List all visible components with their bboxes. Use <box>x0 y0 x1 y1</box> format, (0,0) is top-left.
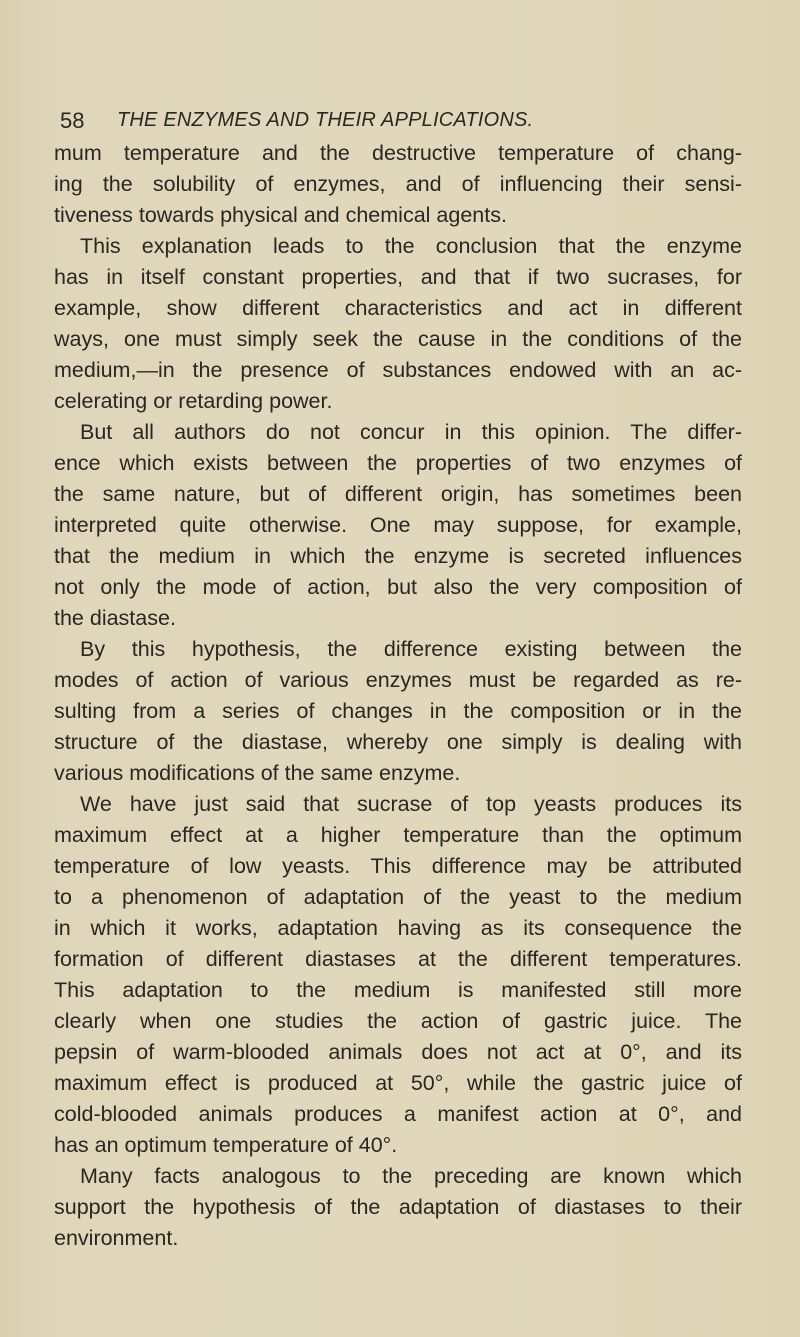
text-line: clearly when one studies the action of gastric juice. The <box>54 1009 742 1033</box>
text-line: ways, one must simply seek the cause in the conditions of the <box>54 327 742 351</box>
text-line: But all authors do not concur in this opinion. The differ- <box>80 420 742 444</box>
text-line: mum temperature and the destructive temperature of chang- <box>54 141 742 165</box>
text-line: By this hypothesis, the difference existing between the <box>80 637 742 661</box>
text-line: This explanation leads to the conclusion that the enzyme <box>80 234 742 258</box>
text-line: formation of different diastases at the different temperatures. <box>54 947 742 971</box>
text-line: pepsin of warm-blooded animals does not act at 0°, and its <box>54 1040 742 1064</box>
text-line: Many facts analogous to the preceding are known which <box>80 1164 742 1188</box>
text-line: support the hypothesis of the adaptation of diastases to their <box>54 1195 742 1219</box>
page-header <box>0 108 800 138</box>
text-line: has an optimum temperature of 40°. <box>54 1133 398 1157</box>
text-line: medium,—in the presence of substances endowed with an ac- <box>54 358 742 382</box>
text-line: modes of action of various enzymes must be regarded as re- <box>54 668 742 692</box>
text-line: the same nature, but of different origin, has sometimes been <box>54 482 742 506</box>
text-line: maximum effect is produced at 50°, while the gastric juice of <box>54 1071 742 1095</box>
text-line: ing the solubility of enzymes, and of influencing their sensi- <box>54 172 742 196</box>
text-line: environment. <box>54 1226 179 1250</box>
body-text <box>54 138 742 1254</box>
text-line: the diastase. <box>54 606 176 630</box>
text-line: We have just said that sucrase of top yeasts produces its <box>80 792 742 816</box>
text-line: This adaptation to the medium is manifested still more <box>54 978 742 1002</box>
text-line: to a phenomenon of adaptation of the yeast to the medium <box>54 885 742 909</box>
text-line: celerating or retarding power. <box>54 389 333 413</box>
page-number: 58 <box>60 108 85 133</box>
text-line: temperature of low yeasts. This difference may be attributed <box>54 854 742 878</box>
text-line: not only the mode of action, but also the very composition of <box>54 575 742 599</box>
text-line: cold-blooded animals produces a manifest action at 0°, and <box>54 1102 742 1126</box>
text-line: various modifications of the same enzyme. <box>54 761 461 785</box>
text-line: ence which exists between the properties of two enzymes of <box>54 451 742 475</box>
text-line: has in itself constant properties, and that if two sucrases, for <box>54 265 742 289</box>
text-line: that the medium in which the enzyme is secreted influences <box>54 544 742 568</box>
text-line: sulting from a series of changes in the composition or in the <box>54 699 742 723</box>
text-line: interpreted quite otherwise. One may suppose, for example, <box>54 513 742 537</box>
text-line: example, show different characteristics and act in different <box>54 296 742 320</box>
text-line: in which it works, adaptation having as its consequence the <box>54 916 742 940</box>
text-line: maximum effect at a higher temperature than the optimum <box>54 823 742 847</box>
running-title: THE ENZYMES AND THEIR APPLICATIONS. <box>117 109 534 131</box>
text-line: tiveness towards physical and chemical agents. <box>54 203 507 227</box>
text-line: structure of the diastase, whereby one simply is dealing with <box>54 730 742 754</box>
